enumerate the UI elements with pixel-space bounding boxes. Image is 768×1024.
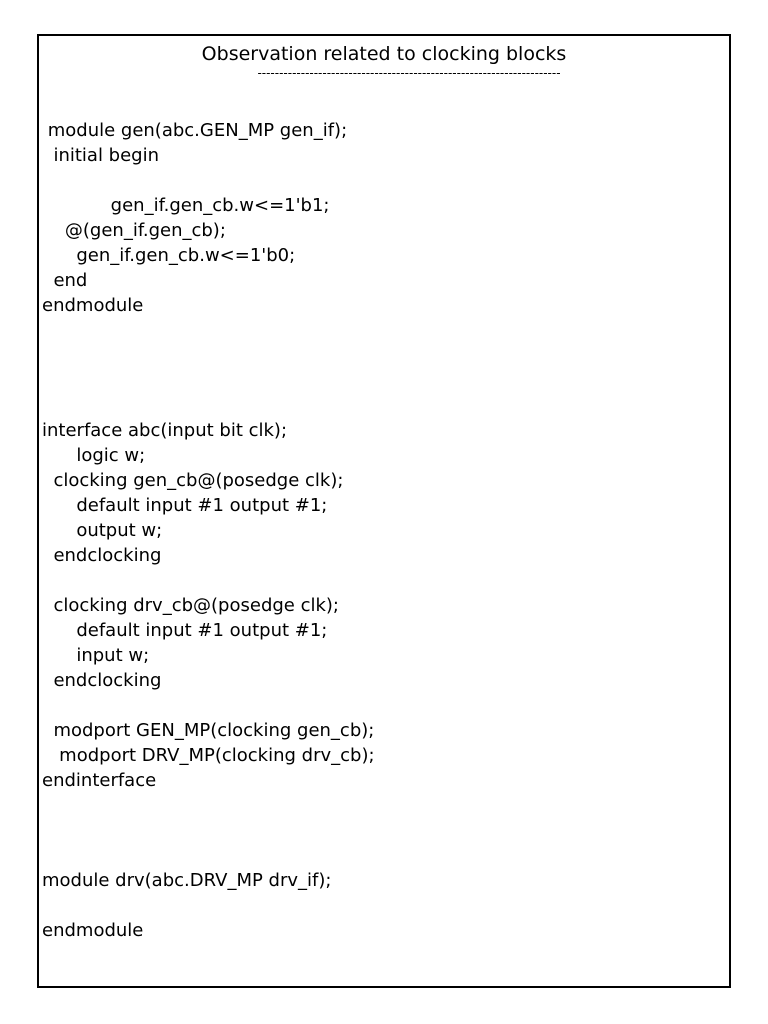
code-line xyxy=(42,318,375,343)
code-line: endinterface xyxy=(42,770,157,791)
code-line: initial begin xyxy=(42,145,159,166)
code-line: end xyxy=(42,270,88,291)
code-line: clocking drv_cb@(posedge clk); xyxy=(42,595,339,616)
code-line xyxy=(42,343,375,368)
code-line xyxy=(42,843,375,868)
code-line xyxy=(42,893,375,918)
code-line: gen_if.gen_cb.w<=1'b0; xyxy=(42,245,296,266)
code-line: @(gen_if.gen_cb); xyxy=(42,220,226,241)
code-line: endclocking xyxy=(42,670,162,691)
code-block xyxy=(42,118,375,943)
title-underline: ---------------------------------------------------------------------- xyxy=(257,66,561,80)
code-line: modport DRV_MP(clocking drv_cb); xyxy=(42,745,375,766)
code-line xyxy=(42,693,375,718)
code-line: module gen(abc.GEN_MP gen_if); xyxy=(42,120,348,141)
code-line xyxy=(42,168,375,193)
document-frame xyxy=(37,34,731,988)
code-line: gen_if.gen_cb.w<=1'b1; xyxy=(42,195,330,216)
code-line xyxy=(42,793,375,818)
code-line: default input #1 output #1; xyxy=(42,620,328,641)
code-line xyxy=(42,393,375,418)
code-line: endmodule xyxy=(42,295,144,316)
document-title: Observation related to clocking blocks xyxy=(201,43,567,65)
code-line: input w; xyxy=(42,645,150,666)
code-line: modport GEN_MP(clocking gen_cb); xyxy=(42,720,375,741)
code-line: clocking gen_cb@(posedge clk); xyxy=(42,470,344,491)
code-line xyxy=(42,568,375,593)
code-line: interface abc(input bit clk); xyxy=(42,420,288,441)
code-line: default input #1 output #1; xyxy=(42,495,328,516)
code-line: endmodule xyxy=(42,920,144,941)
code-line: endclocking xyxy=(42,545,162,566)
code-line: output w; xyxy=(42,520,163,541)
code-line xyxy=(42,368,375,393)
code-line xyxy=(42,818,375,843)
code-line: logic w; xyxy=(42,445,146,466)
code-line: module drv(abc.DRV_MP drv_if); xyxy=(42,870,332,891)
